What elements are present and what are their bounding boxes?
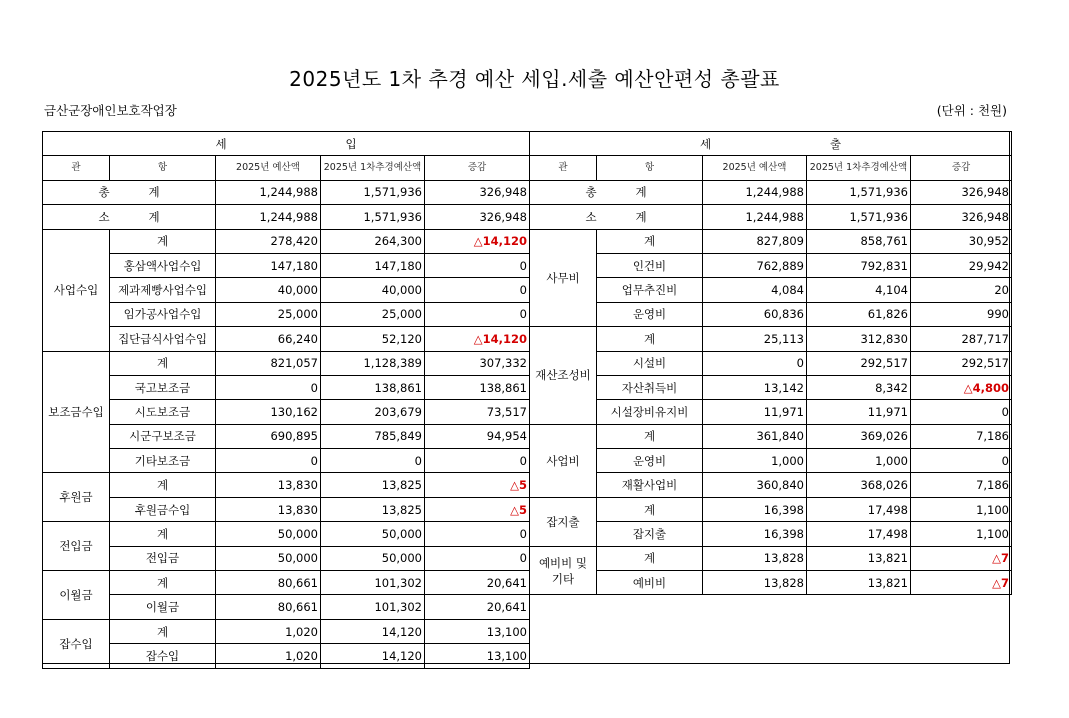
budget-2025-cell: 13,828 [703,571,807,595]
column-header: 2025년 1차추경예산액 [807,156,911,180]
change-cell: △5 [425,473,530,497]
budget-2025-cell: 4,084 [703,278,807,302]
label-char: 총 [585,185,597,200]
budget-2025-cell: 60,836 [703,302,807,326]
gwan-cell: 예비비 및 기타 [530,546,597,595]
blank-cell [703,619,807,642]
table-row [43,644,530,668]
budget-2025-cell: 13,830 [216,497,321,521]
hang-cell: 전입금 [110,546,216,570]
label-char: 총 [98,185,110,200]
table-row [530,449,1012,473]
change-cell: △7 [911,546,1012,570]
column-header: 관 [43,156,110,180]
table-row [530,253,1012,277]
label-char: 계 [148,185,160,200]
change-cell: 30,952 [911,229,1012,253]
label-char: 계 [635,209,647,224]
subtotal-row-value: 326,948 [911,205,1012,229]
budget-2025-cell: 360,840 [703,473,807,497]
table-row [530,497,1012,521]
change-cell: 0 [911,449,1012,473]
budget-2025-cell: 40,000 [216,278,321,302]
budget-2025-cell: 13,828 [703,546,807,570]
change-cell: 20,641 [425,571,530,595]
subtotal-row-label [530,205,703,229]
gwan-cell: 후원금 [43,473,110,522]
revised-budget-cell: 368,026 [807,473,911,497]
hang-cell: 계 [110,571,216,595]
expense-table [529,131,1012,666]
budget-2025-cell: 13,830 [216,473,321,497]
subtotal-row-value: 1,244,988 [216,205,321,229]
table-row [43,253,530,277]
section-header [530,132,1012,156]
table-row [530,278,1012,302]
hang-cell: 계 [110,522,216,546]
hang-cell: 계 [597,546,703,570]
hang-cell: 국고보조금 [110,375,216,399]
column-header: 2025년 예산액 [703,156,807,180]
section-header [43,132,530,156]
change-cell: 0 [425,522,530,546]
revised-budget-cell: 14,120 [321,644,425,668]
hang-cell: 재활사업비 [597,473,703,497]
table-row [43,278,530,302]
change-cell: △14,120 [425,229,530,253]
hang-cell: 운영비 [597,449,703,473]
gwan-cell: 보조금수입 [43,351,110,473]
change-cell: 94,954 [425,424,530,448]
income-table [42,131,530,669]
column-header: 관 [530,156,597,180]
budget-2025-cell: 16,398 [703,522,807,546]
revised-budget-cell: 40,000 [321,278,425,302]
blank-cell [807,619,911,642]
organization-name: 금산군장애인보호작업장 [44,103,177,118]
total-row-label [43,180,216,204]
revised-budget-cell: 52,120 [321,327,425,351]
section-header-char: 세 [699,136,712,151]
table-row [530,546,1012,570]
change-cell: 287,717 [911,327,1012,351]
change-cell: 138,861 [425,375,530,399]
change-cell: 1,100 [911,497,1012,521]
total-row-value: 326,948 [911,180,1012,204]
table-row [530,302,1012,326]
budget-2025-cell: 16,398 [703,497,807,521]
blank-cell [597,595,703,619]
budget-2025-cell: 11,971 [703,400,807,424]
budget-2025-cell: 1,000 [703,449,807,473]
table-row [43,571,530,595]
table-row [530,375,1012,399]
blank-cell [597,642,703,665]
blank-cell [807,642,911,665]
budget-2025-cell: 762,889 [703,253,807,277]
column-header: 증감 [911,156,1012,180]
blank-row [530,619,1012,642]
budget-2025-cell: 66,240 [216,327,321,351]
gwan-cell: 잡지출 [530,497,597,546]
hang-cell: 계 [597,327,703,351]
hang-cell: 업무추진비 [597,278,703,302]
hang-cell: 기타보조금 [110,449,216,473]
budget-2025-cell: 25,000 [216,302,321,326]
column-header-row [530,156,1012,180]
hang-cell: 운영비 [597,302,703,326]
revised-budget-cell: 101,302 [321,595,425,619]
section-header-char: 출 [829,136,842,151]
total-row-value: 1,571,936 [807,180,911,204]
column-header: 증감 [425,156,530,180]
hang-cell: 계 [110,351,216,375]
table-row [530,473,1012,497]
revised-budget-cell: 138,861 [321,375,425,399]
hang-cell: 잡지출 [597,522,703,546]
table-row [43,619,530,643]
subtotal-row-value: 1,571,936 [321,205,425,229]
revised-budget-cell: 264,300 [321,229,425,253]
subtotal-row [530,205,1012,229]
subtotal-row-value: 1,244,988 [703,205,807,229]
total-row-value: 1,571,936 [321,180,425,204]
table-row [43,351,530,375]
revised-budget-cell: 0 [321,449,425,473]
table-row [43,424,530,448]
table-row [43,229,530,253]
change-cell: 307,332 [425,351,530,375]
revised-budget-cell: 312,830 [807,327,911,351]
revised-budget-cell: 1,000 [807,449,911,473]
revised-budget-cell: 4,104 [807,278,911,302]
change-cell: 292,517 [911,351,1012,375]
unit-label: (단위 : 천원) [936,103,1007,118]
gwan-cell: 사무비 [530,229,597,327]
revised-budget-cell: 25,000 [321,302,425,326]
table-row [530,571,1012,595]
budget-2025-cell: 147,180 [216,253,321,277]
blank-cell [911,619,1012,642]
table-row [43,375,530,399]
hang-cell: 집단급식사업수입 [110,327,216,351]
total-row [530,180,1012,204]
budget-2025-cell: 0 [216,375,321,399]
table-row [530,351,1012,375]
revised-budget-cell: 858,761 [807,229,911,253]
revised-budget-cell: 1,128,389 [321,351,425,375]
change-cell: 1,100 [911,522,1012,546]
blank-cell [530,619,597,642]
change-cell: 13,100 [425,619,530,643]
section-header-row [530,132,1012,156]
table-row [43,546,530,570]
change-cell: 20 [911,278,1012,302]
change-cell: 73,517 [425,400,530,424]
change-cell: 0 [425,253,530,277]
revised-budget-cell: 13,825 [321,497,425,521]
hang-cell: 계 [110,473,216,497]
blank-cell [597,619,703,642]
hang-cell: 계 [597,497,703,521]
revised-budget-cell: 203,679 [321,400,425,424]
table-row [43,522,530,546]
hang-cell: 이월금 [110,595,216,619]
table-row [43,327,530,351]
table-row [530,522,1012,546]
hang-cell: 후원금수입 [110,497,216,521]
blank-cell [703,642,807,665]
revised-budget-cell: 13,821 [807,571,911,595]
budget-2025-cell: 278,420 [216,229,321,253]
column-header: 2025년 1차추경예산액 [321,156,425,180]
revised-budget-cell: 17,498 [807,522,911,546]
budget-2025-cell: 1,020 [216,619,321,643]
blank-cell [703,595,807,619]
budget-2025-cell: 821,057 [216,351,321,375]
change-cell: 7,186 [911,424,1012,448]
change-cell: △5 [425,497,530,521]
hang-cell: 시도보조금 [110,400,216,424]
blank-row [530,642,1012,665]
budget-2025-cell: 130,162 [216,400,321,424]
label-char: 계 [635,185,647,200]
revised-budget-cell: 8,342 [807,375,911,399]
budget-2025-cell: 80,661 [216,595,321,619]
revised-budget-cell: 61,826 [807,302,911,326]
table-row [43,302,530,326]
table-row [43,595,530,619]
hang-cell: 시설장비유지비 [597,400,703,424]
column-header: 2025년 예산액 [216,156,321,180]
gwan-cell: 전입금 [43,522,110,571]
table-row [530,400,1012,424]
budget-2025-cell: 1,020 [216,644,321,668]
blank-cell [911,642,1012,665]
section-header-char: 입 [345,136,357,151]
label-char: 계 [148,209,160,224]
revised-budget-cell: 13,821 [807,546,911,570]
table-row [530,424,1012,448]
section-header-char: 세 [215,136,227,151]
hang-cell: 인건비 [597,253,703,277]
gwan-cell: 잡수입 [43,619,110,668]
change-cell: 990 [911,302,1012,326]
revised-budget-cell: 11,971 [807,400,911,424]
change-cell: △4,800 [911,375,1012,399]
budget-2025-cell: 0 [216,449,321,473]
table-row [43,400,530,424]
column-header: 항 [110,156,216,180]
hang-cell: 계 [110,619,216,643]
budget-2025-cell: 13,142 [703,375,807,399]
column-header-row [43,156,530,180]
table-row [43,497,530,521]
subtotal-row [43,205,530,229]
column-header: 항 [597,156,703,180]
change-cell: △14,120 [425,327,530,351]
section-header-row [43,132,530,156]
blank-row [530,595,1012,619]
revised-budget-cell: 17,498 [807,497,911,521]
gwan-cell: 재산조성비 [530,327,597,425]
gwan-cell: 사업수입 [43,229,110,351]
gwan-cell: 이월금 [43,571,110,620]
revised-budget-cell: 292,517 [807,351,911,375]
change-cell: 0 [425,278,530,302]
budget-2025-cell: 827,809 [703,229,807,253]
hang-cell: 자산취득비 [597,375,703,399]
hang-cell: 홍삼액사업수입 [110,253,216,277]
budget-2025-cell: 80,661 [216,571,321,595]
label-char: 소 [585,209,597,224]
revised-budget-cell: 50,000 [321,546,425,570]
subtotal-row-value: 326,948 [425,205,530,229]
hang-cell: 예비비 [597,571,703,595]
label-char: 소 [98,209,110,224]
change-cell: 0 [911,400,1012,424]
hang-cell: 임가공사업수입 [110,302,216,326]
revised-budget-cell: 50,000 [321,522,425,546]
hang-cell: 계 [597,424,703,448]
budget-2025-cell: 50,000 [216,546,321,570]
blank-cell [530,642,597,665]
revised-budget-cell: 101,302 [321,571,425,595]
page-title: 2025년도 1차 추경 예산 세입.세출 예산안편성 총괄표 [289,67,780,91]
hang-cell: 계 [597,229,703,253]
table-row [530,327,1012,351]
change-cell: 0 [425,302,530,326]
gwan-cell: 사업비 [530,424,597,497]
change-cell: 7,186 [911,473,1012,497]
budget-2025-cell: 50,000 [216,522,321,546]
hang-cell: 계 [110,229,216,253]
hang-cell: 제과제빵사업수입 [110,278,216,302]
subtotal-row-label [43,205,216,229]
revised-budget-cell: 369,026 [807,424,911,448]
table-row [43,449,530,473]
budget-2025-cell: 0 [703,351,807,375]
change-cell: 20,641 [425,595,530,619]
total-row-label [530,180,703,204]
total-row [43,180,530,204]
total-row-value: 1,244,988 [216,180,321,204]
blank-cell [530,595,597,619]
hang-cell: 시설비 [597,351,703,375]
total-row-value: 1,244,988 [703,180,807,204]
change-cell: 0 [425,546,530,570]
revised-budget-cell: 792,831 [807,253,911,277]
total-row-value: 326,948 [425,180,530,204]
blank-cell [911,595,1012,619]
table-row [530,229,1012,253]
revised-budget-cell: 147,180 [321,253,425,277]
change-cell: △7 [911,571,1012,595]
budget-2025-cell: 690,895 [216,424,321,448]
change-cell: 13,100 [425,644,530,668]
budget-2025-cell: 361,840 [703,424,807,448]
revised-budget-cell: 13,825 [321,473,425,497]
hang-cell: 시군구보조금 [110,424,216,448]
change-cell: 0 [425,449,530,473]
revised-budget-cell: 14,120 [321,619,425,643]
blank-cell [807,595,911,619]
budget-2025-cell: 25,113 [703,327,807,351]
subtotal-row-value: 1,571,936 [807,205,911,229]
revised-budget-cell: 785,849 [321,424,425,448]
change-cell: 29,942 [911,253,1012,277]
table-row [43,473,530,497]
hang-cell: 잡수입 [110,644,216,668]
